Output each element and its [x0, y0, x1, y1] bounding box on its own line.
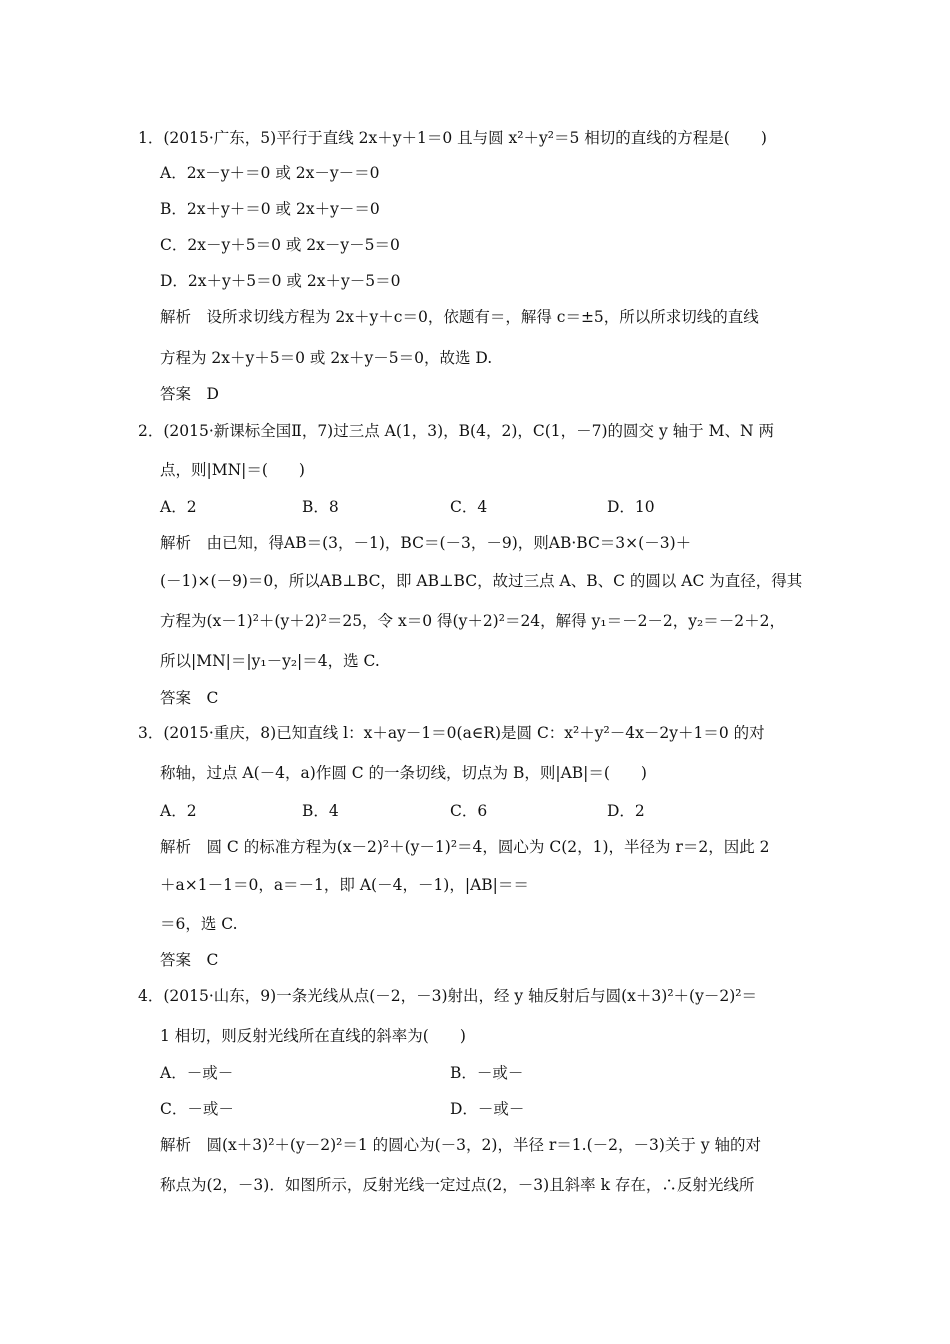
problem-2-option-b: B．8 [302, 498, 339, 516]
problem-2-option-c: C．4 [450, 498, 488, 516]
problem-1-option-a: A．2x－y＋＝0 或 2x－y－＝0 [160, 164, 380, 182]
problem-2-stem-line-1: 2．(2015·新课标全国Ⅱ，7)过三点 A(1，3)，B(4，2)，C(1，－7)的圆交 y 轴于 M、N 两 [138, 422, 774, 440]
problem-4-analysis-line-1: 解析 圆(x＋3)²＋(y－2)²＝1 的圆心为(－3，2)，半径 r＝1.(－2，－3)关于 y 轴的对 [160, 1136, 761, 1154]
problem-3-analysis-line-1: 解析 圆 C 的标准方程为(x－2)²＋(y－1)²＝4，圆心为 C(2，1)，半径为 r＝2，因此 2 [160, 838, 770, 856]
problem-4-option-a: A．－或－ [160, 1064, 234, 1082]
problem-4-analysis-line-2: 称点为(2，－3)．如图所示，反射光线一定过点(2，－3)且斜率 k 存在，∴反射光线所 [160, 1176, 755, 1194]
problem-1-analysis-line-2: 方程为 2x＋y＋5＝0 或 2x＋y－5＝0，故选 D. [160, 349, 493, 367]
problem-4-stem-line-2: 1 相切，则反射光线所在直线的斜率为( ) [160, 1027, 466, 1045]
problem-2-option-d: D．10 [607, 498, 655, 516]
problem-3-analysis-line-2: ＋a×1－1＝0，a＝－1，即 A(－4，－1)，|AB|＝＝ [160, 876, 529, 894]
problem-4-stem-line-1: 4．(2015·山东，9)一条光线从点(－2，－3)射出，经 y 轴反射后与圆(x＋3)²＋(y－2)²＝ [138, 987, 757, 1005]
problem-4-option-c: C．－或－ [160, 1100, 234, 1118]
problem-2-analysis-line-4: 所以|MN|＝|y₁－y₂|＝4，选 C. [160, 652, 380, 670]
problem-3-option-a: A．2 [160, 802, 197, 820]
problem-3-option-b: B．4 [302, 802, 339, 820]
problem-3-analysis-line-3: ＝6，选 C. [160, 915, 238, 933]
problem-1-stem-line-1: 1．(2015·广东，5)平行于直线 2x＋y＋1＝0 且与圆 x²＋y²＝5 相切的直线的方程是( ) [138, 129, 767, 147]
problem-1-option-d: D．2x＋y＋5＝0 或 2x＋y－5＝0 [160, 272, 401, 290]
problem-1-option-b: B．2x＋y＋＝0 或 2x＋y－＝0 [160, 200, 380, 218]
problem-3-option-d: D．2 [607, 802, 645, 820]
problem-2-option-a: A．2 [160, 498, 197, 516]
problem-3-stem-line-1: 3．(2015·重庆，8)已知直线 l：x＋ay－1＝0(a∈R)是圆 C：x²＋y²－4x－2y＋1＝0 的对 [138, 724, 765, 742]
problem-2-stem-line-2: 点，则|MN|＝( ) [160, 461, 305, 479]
problem-1-analysis-line-1: 解析 设所求切线方程为 2x＋y＋c＝0，依题有＝，解得 c＝±5，所以所求切线的直线 [160, 308, 759, 326]
problem-3-answer: 答案 C [160, 951, 219, 969]
problem-4-option-d: D．－或－ [450, 1100, 525, 1118]
problem-3-option-c: C．6 [450, 802, 488, 820]
problem-2-analysis-line-3: 方程为(x－1)²＋(y＋2)²＝25，令 x＝0 得(y＋2)²＝24，解得 y₁＝－2－2，y₂＝－2＋2， [160, 612, 785, 630]
problem-2-analysis-line-1: 解析 由已知，得AB＝(3，－1)，BC＝(－3，－9)，则AB·BC＝3×(－3)＋ [160, 534, 692, 552]
problem-1-option-c: C．2x－y＋5＝0 或 2x－y－5＝0 [160, 236, 400, 254]
problem-4-option-b: B．－或－ [450, 1064, 524, 1082]
problem-2-answer: 答案 C [160, 689, 219, 707]
problem-3-stem-line-2: 称轴，过点 A(－4，a)作圆 C 的一条切线，切点为 B，则|AB|＝( ) [160, 764, 647, 782]
problem-2-analysis-line-2: (－1)×(－9)＝0，所以AB⊥BC，即 AB⊥BC，故过三点 A、B、C 的圆以 AC 为直径，得其 [160, 572, 803, 590]
problem-1-answer: 答案 D [160, 385, 219, 403]
